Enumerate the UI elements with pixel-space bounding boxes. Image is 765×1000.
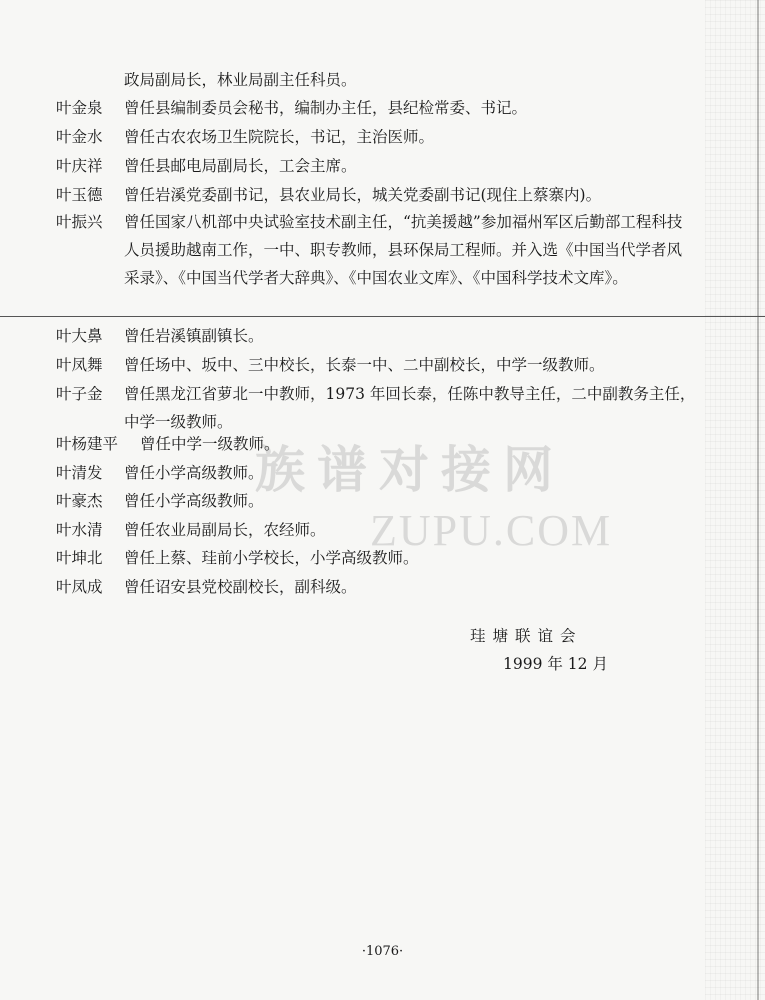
- signature-org: 珪塘联谊会: [470, 627, 583, 645]
- entry-name: 叶豪杰: [56, 492, 103, 510]
- scan-edge-noise: [705, 0, 765, 1000]
- entry-desc: 曾任中学一级教师。: [140, 435, 280, 453]
- entry-name: 叶大鼻: [56, 327, 103, 345]
- watermark-en: ZUPU.COM: [370, 506, 613, 555]
- page-number: ·1076·: [361, 944, 404, 959]
- entry-name: 叶杨建平: [56, 435, 119, 453]
- entry-name: 叶凤成: [56, 578, 103, 596]
- entry-desc: 曾任上蔡、珪前小学校长，小学高级教师。: [124, 549, 419, 567]
- entry-desc: 曾任场中、坂中、三中校长，长泰一中、二中副校长，中学一级教师。: [124, 356, 605, 374]
- entry-name: 叶庆祥: [56, 157, 103, 175]
- entry-desc: 曾任古农农场卫生院院长，书记，主治医师。: [124, 128, 435, 146]
- watermark-cn: 族谱对接网: [255, 441, 565, 499]
- entry-desc: 曾任农业局副局长，农经师。: [124, 521, 326, 539]
- entry-name: 叶清发: [56, 464, 103, 482]
- continuation-line: 政局副局长，林业局副主任科员。: [124, 71, 357, 89]
- entry-name: 叶玉德: [56, 186, 103, 204]
- entry-desc: 曾任小学高级教师。: [124, 464, 264, 482]
- entry-name: 叶金水: [56, 128, 103, 146]
- entry-name: 叶振兴: [56, 213, 103, 231]
- entry-name: 叶凤舞: [56, 356, 103, 374]
- entry-desc: 曾任岩溪镇副镇长。: [124, 327, 264, 345]
- entry-name: 叶坤北: [56, 549, 103, 567]
- entry-desc: 曾任岩溪党委副书记，县农业局长，城关党委副书记(现住上蔡寨内)。: [124, 186, 602, 204]
- signature-date: 1999 年 12 月: [503, 655, 608, 673]
- entry-desc: 曾任县邮电局副局长，工会主席。: [124, 157, 357, 175]
- entry-desc: 曾任诏安县党校副校长，副科级。: [124, 578, 357, 596]
- entry-desc: 曾任国家八机部中央试验室技术副主任，“抗美援越”参加福州军区后勤部工程科技人员援助越南工作，一中、职专教师，县环保局工程师。并入选《中国当代学者风采录》、《中国当代学者大辞典》、《中国农业文库》、《中国科学技术文库》。: [124, 213, 683, 287]
- entry-desc: 曾任小学高级教师。: [124, 492, 264, 510]
- entry-desc: 曾任县编制委员会秘书，编制办主任，县纪检常委、书记。: [124, 99, 528, 117]
- section-divider: [0, 316, 765, 317]
- entry-name: 叶子金: [56, 385, 103, 403]
- entry-desc: 曾任黑龙江省萝北一中教师，1973 年回长泰，任陈中教导主任，二中副教务主任，中学一级教师。: [124, 385, 696, 431]
- entry-name: 叶金泉: [56, 99, 103, 117]
- scan-edge-line: [757, 0, 759, 1000]
- entry-name: 叶水清: [56, 521, 103, 539]
